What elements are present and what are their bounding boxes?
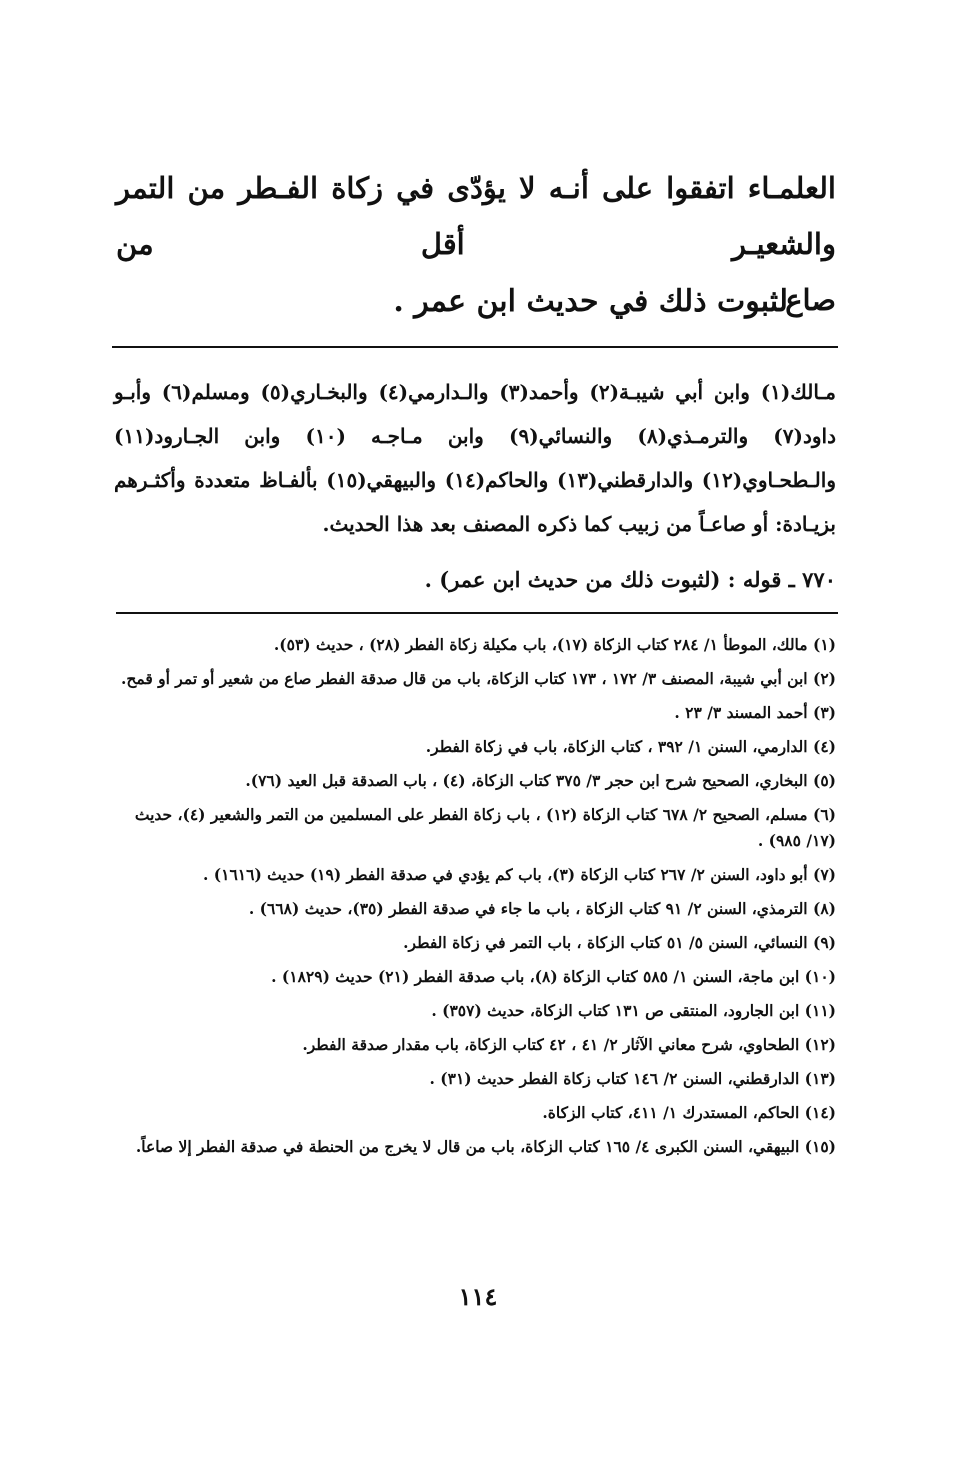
commentary-item: ٧٧٠ ـ قوله : (لثبوت ذلك من حديث ابن عمر) .: [424, 567, 836, 592]
footnote: (٦) مسلم، الصحيح ٢/ ٦٧٨ كتاب الزكاة (١٢) ، باب زكاة الفطر على المسلمين من التمر والشعير (٤)، حديث (١٧/ ٩٨٥) .: [134, 805, 836, 850]
footnote: (٢) ابن أبي شيبة، المصنف ٣/ ١٧٢ ، ١٧٣ كتاب الزكاة، باب من قال صدقة الفطر صاع من شعير أو تمر أو قمح.: [120, 669, 836, 688]
main-text-line-2: صاع: [785, 283, 836, 317]
footnote: (١٤) الحاكم، المستدرك ١/ ٤١١، كتاب الزكاة.: [542, 1103, 836, 1122]
footnote: (٩) النسائي، السنن ٥/ ٥١ كتاب الزكاة ، باب التمر في زكاة الفطر.: [403, 933, 836, 952]
footnote: (١٥) البيهقي، السنن الكبرى ٤/ ١٦٥ كتاب الزكاة، باب من قال لا يخرج من الحنطة في صدقة الفطر إلا صاعاً.: [135, 1137, 836, 1156]
footnote: (٥) البخاري، الصحيح شرح ابن حجر ٣/ ٣٧٥ كتاب الزكاة، (٤) ، باب الصدقة قبل العيد (٧٦).: [245, 771, 836, 790]
main-text-line-1: العلمـاء اتفقوا على أنـه لا يؤدّى في زكاة الفـطر من التمر والشعيـر أقل من: [116, 171, 836, 261]
footnote: (١٣) الدارقطني، السنن ٢/ ١٤٦ كتاب زكاة الفطر حديث (٣١) .: [429, 1069, 836, 1088]
footnote: (٨) الترمذي، السنن ٢/ ٩١ كتاب الزكاة ، باب ما جاء في صدقة الفطر (٣٥)، حديث (٦٦٨) .: [248, 899, 836, 918]
page-number: ١١٤: [458, 1282, 498, 1311]
main-text-line-3: لثبوت ذلك في حديث ابن عمر .: [393, 284, 788, 319]
footnotes-list: [116, 632, 836, 1168]
footnote: (٤) الدارمي، السنن ١/ ٣٩٢ ، كتاب الزكاة، باب في زكاة الفطر.: [425, 737, 836, 756]
section-divider: [112, 346, 838, 348]
footnote: (١٠) ابن ماجة، السنن ١/ ٥٨٥ كتاب الزكاة (٨)، باب صدقة الفطر (٢١) حديث (١٨٢٩) .: [271, 967, 836, 986]
footnote: (١٢) الطحاوي، شرح معاني الآثار ٢/ ٤١ ، ٤٢ كتاب الزكاة، باب مقدار صدقة الفطر.: [302, 1035, 836, 1054]
footnote-divider: [116, 612, 838, 614]
footnote: (١) مالك، الموطأ ١/ ٢٨٤ كتاب الزكاة (١٧)، باب مكيلة زكاة الفطر (٢٨) ، حديث (٥٣).: [273, 635, 836, 654]
footnote: (١١) ابن الجارود، المنتقى ص ١٣١ كتاب الزكاة، حديث (٣٥٧) .: [431, 1001, 836, 1020]
footnote: (٣) أحمد المسند ٣/ ٢٣ .: [674, 703, 836, 722]
commentary-paragraph: مـالك(١) وابن أبي شيبـة(٢) وأحمد(٣) والـدارمي(٤) والبخـاري(٥) ومسلم(٦) وأبـو داود(٧) والترمـذي(٨) والنسائي(٩) وابن مـاجـه (١٠) وابن الجـارود(١١) والـطحـاوي(١٢) والدارقطني(١٣) والحاكم(١٤) والبيهقي(١٥) بألفـاظ متعددة وأكثـرهم بزيـادة: أو صاعـاً من زبيب كما ذكره المصنف بعد هذا الحديث.: [114, 380, 837, 536]
footnote: (٧) أبو داود، السنن ٢/ ٢٦٧ كتاب الزكاة (٣)، باب كم يؤدي في صدقة الفطر (١٩) حديث (١٦١٦) .: [203, 865, 836, 884]
